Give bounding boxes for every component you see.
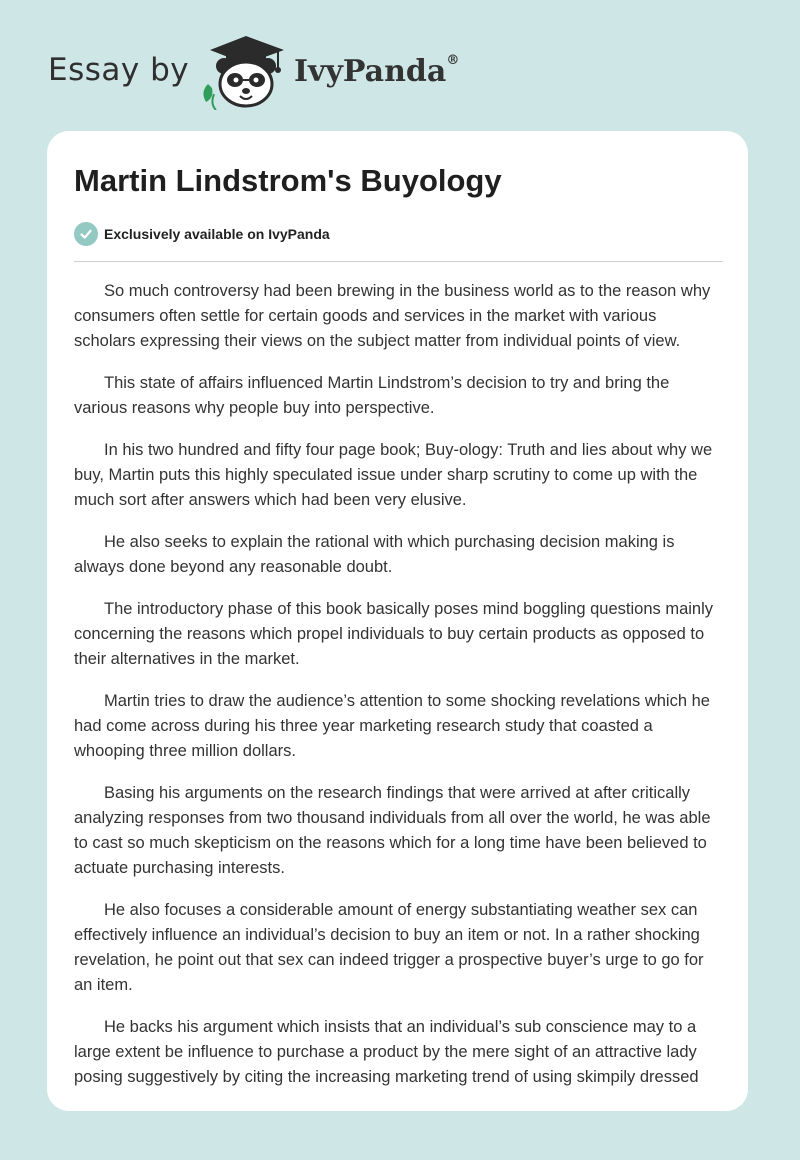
divider — [74, 261, 723, 262]
exclusive-badge — [74, 222, 330, 246]
paragraph: He also focuses a considerable amount of energy substantiating weather sex can effectively influence an individual’s decision to buy an item or not. In a rather shocking revelation, he point out that sex can indeed trigger a prospective buyer’s urge to go for an item. — [74, 901, 704, 994]
panda-logo-icon[interactable] — [198, 34, 288, 110]
site-header — [48, 34, 548, 114]
brand-text: IvyPanda — [294, 54, 447, 89]
paragraph: He backs his argument which insists that an individual’s sub conscience may to a large extent be influence to purchase a product by the mere sight of an attractive lady posing suggestively by citing the increasing marketing trend of using skimpily dressed — [74, 1018, 699, 1086]
brand-name[interactable] — [294, 54, 459, 89]
essay-by-label: Essay by — [48, 52, 190, 88]
essay-title: Martin Lindstrom's Buyology — [74, 163, 502, 198]
registered-mark: ® — [446, 53, 460, 68]
paragraph: So much controversy had been brewing in the business world as to the reason why consumers often settle for certain goods and services in the market with various scholars expressing their views on the subject matter from individual points of view. — [74, 282, 711, 350]
paragraph: The introductory phase of this book basically poses mind boggling questions mainly concerning the reasons which propel individuals to buy certain products as opposed to their alternatives in the market. — [74, 600, 714, 668]
paragraph: This state of affairs influenced Martin Lindstrom’s decision to try and bring the various reasons why people buy into perspective. — [74, 374, 670, 417]
essay-card — [47, 131, 748, 1111]
paragraph: Basing his arguments on the research findings that were arrived at after critically analyzing responses from two thousand individuals from all over the world, he was able to cast so much skepticism on the reasons which for a long time have been believed to actuate purchasing interests. — [74, 784, 711, 877]
paragraph: Martin tries to draw the audience’s attention to some shocking revelations which he had come across during his three year marketing research study that coasted a whooping three million dollars. — [74, 692, 710, 760]
exclusive-badge-label: Exclusively available on IvyPanda — [104, 226, 330, 242]
check-circle-icon — [74, 222, 98, 246]
paragraph: He also seeks to explain the rational with which purchasing decision making is always done beyond any reasonable doubt. — [74, 533, 675, 576]
essay-body — [74, 279, 721, 1107]
paragraph: In his two hundred and fifty four page book; Buy-ology: Truth and lies about why we buy, Martin puts this highly speculated issue under sharp scrutiny to come up with the much sort after answers which had been very elusive. — [74, 441, 713, 509]
